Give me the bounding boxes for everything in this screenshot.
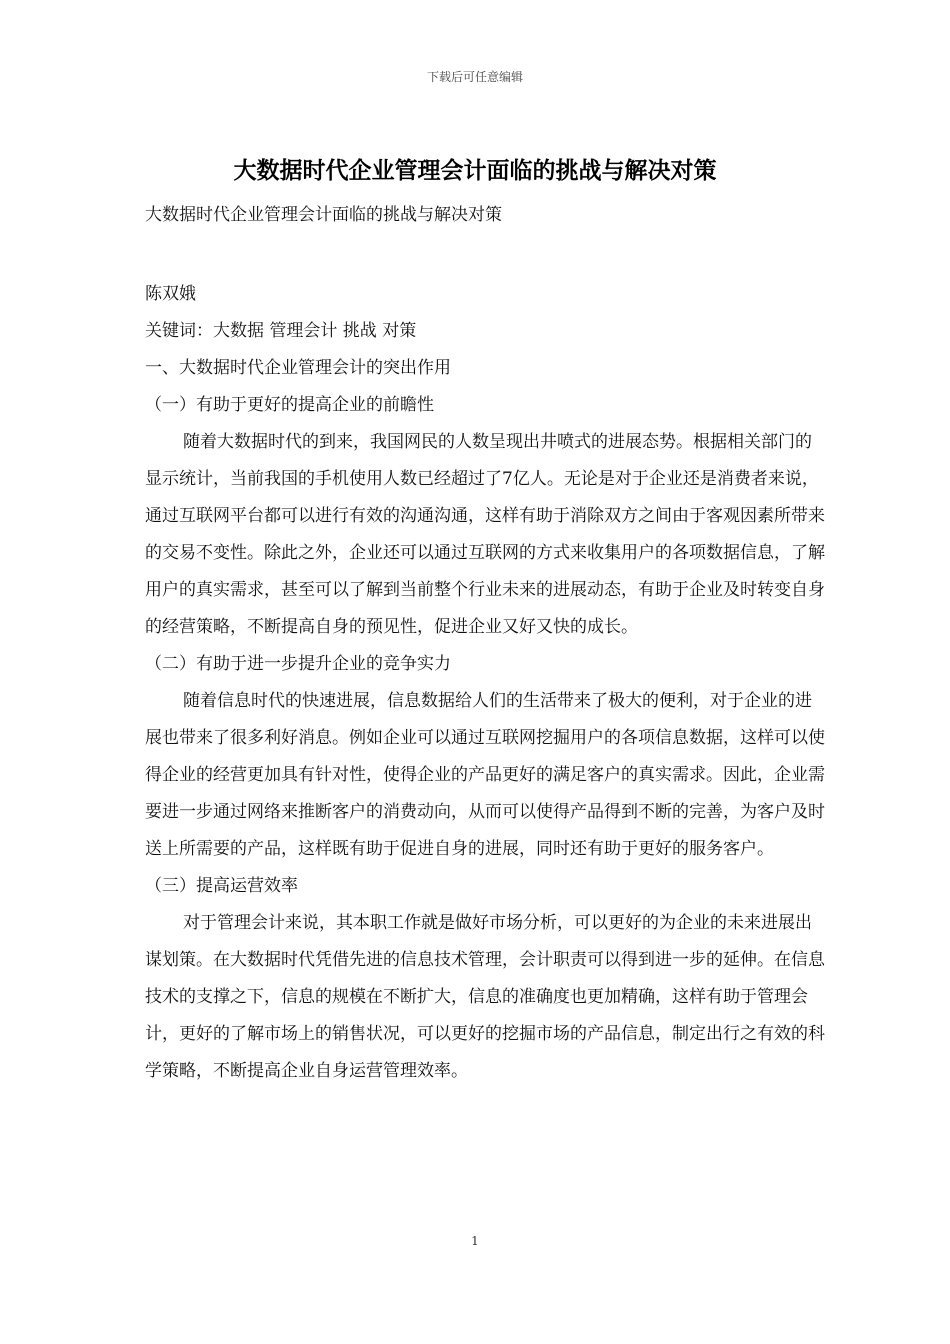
paragraph-3: 对于管理会计来说，其本职工作就是做好市场分析，可以更好的为企业的未来进展出谋划策。在大数据时代凭借先进的信息技术管理，会计职责可以得到进一步的延伸。在信息技术的支撑之下，信息的规模在不断扩大，信息的准确度也更加精确，这样有助于管理会计，更好的了解市场上的销售状况，可以更好的挖掘市场的产品信息，制定出行之有效的科学策略，不断提高企业自身运营管理效率。 <box>145 913 825 1081</box>
keywords-line: 关键词：大数据 管理会计 挑战 对策 <box>145 321 417 341</box>
paragraph-2: 随着信息时代的快速进展，信息数据给人们的生活带来了极大的便利，对于企业的进展也带来了很多利好消息。例如企业可以通过互联网挖掘用户的各项信息数据，这样可以使得企业的经营更加具有针对性，使得企业的产品更好的满足客户的真实需求。因此，企业需要进一步通过网络来推断客户的消费动向，从而可以使得产品得到不断的完善，为客户及时送上所需要的产品，这样既有助于促进自身的进展，同时还有助于更好的服务客户。 <box>145 691 825 859</box>
document-subtitle: 大数据时代企业管理会计面临的挑战与解决对策 <box>145 205 502 225</box>
subsection-heading-3: （三）提高运营效率 <box>145 876 298 896</box>
document-title: 大数据时代企业管理会计面临的挑战与解决对策 <box>233 157 717 184</box>
subsection-heading-2: （二）有助于进一步提升企业的竞争实力 <box>145 654 451 674</box>
subsection-heading-1: （一）有助于更好的提高企业的前瞻性 <box>145 395 434 415</box>
paragraph-1: 随着大数据时代的到来，我国网民的人数呈现出井喷式的进展态势。根据相关部门的显示统计，当前我国的手机使用人数已经超过了7亿人。无论是对于企业还是消费者来说，通过互联网平台都可以进行有效的沟通沟通，这样有助于消除双方之间由于客观因素所带来的交易不变性。除此之外，企业还可以通过互联网的方式来收集用户的各项数据信息，了解用户的真实需求，甚至可以了解到当前整个行业未来的进展动态，有助于企业及时转变自身的经营策略，不断提高自身的预见性，促进企业又好又快的成长。 <box>145 432 825 637</box>
header-note: 下载后可任意编辑 <box>426 70 523 84</box>
author-name: 陈双娥 <box>145 284 196 304</box>
document-body <box>145 276 825 1090</box>
section-heading-1: 一、大数据时代企业管理会计的突出作用 <box>145 358 451 378</box>
page-number: 1 <box>471 1234 479 1248</box>
